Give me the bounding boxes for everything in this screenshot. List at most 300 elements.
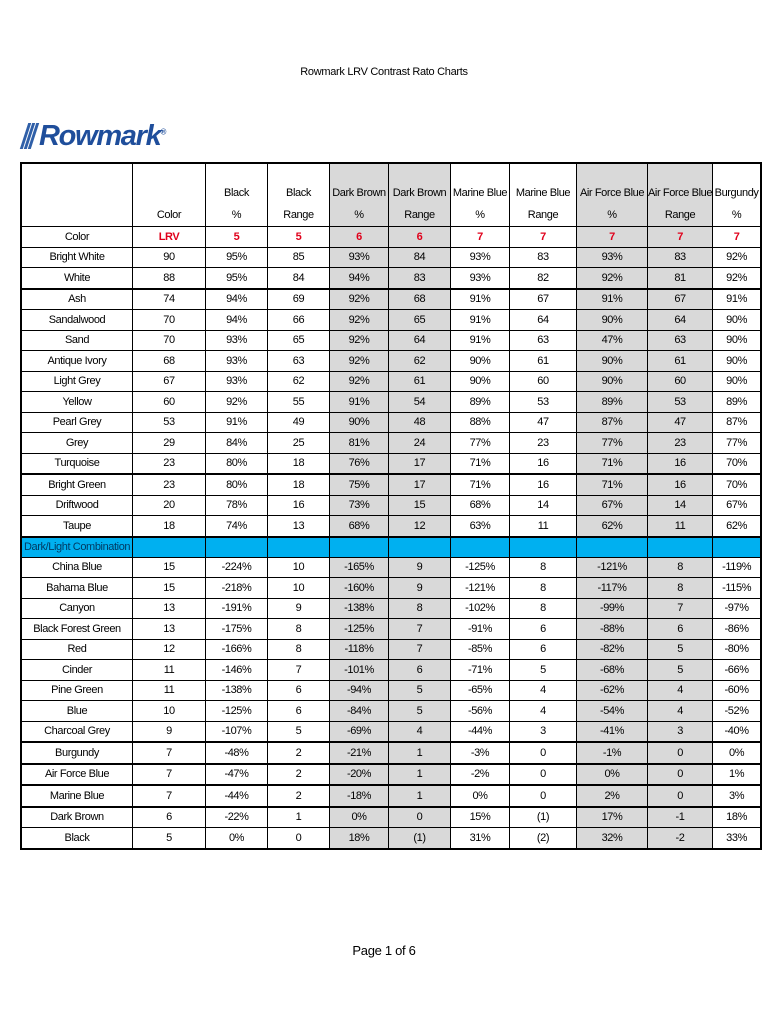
table-cell: -20%: [330, 764, 389, 786]
table-cell: 49: [268, 412, 330, 433]
table-cell: 53: [648, 392, 713, 413]
table-cell: 6: [133, 807, 206, 828]
header-line-1: Burgundy: [714, 187, 759, 199]
table-row: [21, 371, 761, 392]
table-cell: 93%: [206, 330, 268, 351]
table-cell: 9: [268, 598, 330, 619]
table-cell: 14: [510, 495, 577, 516]
table-cell: -2: [648, 828, 713, 849]
logo-stripes-icon: [22, 123, 38, 149]
table-cell: 5: [133, 828, 206, 849]
table-cell: 89%: [451, 392, 510, 413]
header-cell: [713, 163, 762, 227]
table-cell: -125%: [206, 701, 268, 722]
table-row: [21, 495, 761, 516]
table-cell: 90%: [577, 371, 648, 392]
table-cell: 7: [577, 227, 648, 248]
table-cell: 90%: [713, 330, 762, 351]
table-cell: 5: [510, 660, 577, 681]
table-row: [21, 701, 761, 722]
row-label: Black Forest Green: [21, 619, 133, 640]
table-cell: 47%: [577, 330, 648, 351]
table-cell: 6: [268, 680, 330, 701]
table-cell: -68%: [577, 660, 648, 681]
table-cell: 16: [268, 495, 330, 516]
table-cell: 6: [389, 660, 451, 681]
table-cell: 11: [133, 680, 206, 701]
table-cell: 92%: [330, 289, 389, 310]
table-cell: 10: [268, 557, 330, 578]
table-cell: 89%: [577, 392, 648, 413]
row-label: Taupe: [21, 516, 133, 537]
table-cell: 2: [268, 785, 330, 807]
table-cell: 12: [389, 516, 451, 537]
rowmark-logo: [22, 119, 165, 153]
header-line-2: %: [354, 209, 364, 221]
table-cell: 92%: [577, 268, 648, 289]
table-cell: -117%: [577, 578, 648, 599]
table-cell: -48%: [206, 742, 268, 764]
table-cell: 91%: [713, 289, 762, 310]
table-cell: 11: [648, 516, 713, 537]
table-cell: -56%: [451, 701, 510, 722]
table-cell: 92%: [330, 351, 389, 372]
table-cell: 17: [389, 453, 451, 474]
table-cell: 3: [648, 721, 713, 742]
row-label: China Blue: [21, 557, 133, 578]
table-cell: 6: [510, 619, 577, 640]
table-cell: 7: [133, 764, 206, 786]
table-cell: 74%: [206, 516, 268, 537]
table-cell: 68: [133, 351, 206, 372]
table-cell: 9: [389, 578, 451, 599]
table-cell: 92%: [330, 310, 389, 331]
table-cell: 15%: [451, 807, 510, 828]
contrast-table: [20, 162, 762, 850]
table-cell: -44%: [206, 785, 268, 807]
table-cell: 61: [510, 351, 577, 372]
table-cell: -60%: [713, 680, 762, 701]
table-cell: -138%: [330, 598, 389, 619]
table-cell: 0: [648, 764, 713, 786]
table-row: [21, 310, 761, 331]
table-cell: -166%: [206, 639, 268, 660]
header-line-1: Black: [286, 187, 311, 199]
table-cell: 88: [133, 268, 206, 289]
table-cell: -3%: [451, 742, 510, 764]
table-cell: 78%: [206, 495, 268, 516]
table-cell: 80%: [206, 453, 268, 474]
table-cell: 7: [268, 660, 330, 681]
table-cell: 66: [268, 310, 330, 331]
header-cell: [206, 163, 268, 227]
table-cell: 92%: [206, 392, 268, 413]
table-cell: 90%: [577, 310, 648, 331]
row-label: Bahama Blue: [21, 578, 133, 599]
row-label: Driftwood: [21, 495, 133, 516]
table-cell: 90%: [713, 371, 762, 392]
table-cell: 69: [268, 289, 330, 310]
header-line-2: Range: [527, 209, 559, 221]
table-cell: 71%: [577, 453, 648, 474]
table-cell: 91%: [206, 412, 268, 433]
table-cell: 94%: [330, 268, 389, 289]
table-cell: 20: [133, 495, 206, 516]
table-row: [21, 639, 761, 660]
table-cell: 55: [268, 392, 330, 413]
header-line-2: %: [231, 209, 242, 221]
table-cell: -146%: [206, 660, 268, 681]
table-cell: -54%: [577, 701, 648, 722]
header-line-2: Range: [404, 209, 435, 221]
table-cell: 85: [268, 247, 330, 268]
table-cell: 83: [648, 247, 713, 268]
table-cell: -69%: [330, 721, 389, 742]
table-cell: 5: [389, 701, 451, 722]
row-label: Light Grey: [21, 371, 133, 392]
table-cell: 0: [268, 828, 330, 849]
table-cell: 71%: [451, 453, 510, 474]
table-cell: 2%: [577, 785, 648, 807]
table-cell: 3%: [713, 785, 762, 807]
header-cell: [389, 163, 451, 227]
header-line-1: Air Force Blue: [648, 187, 713, 199]
table-cell: 16: [510, 474, 577, 495]
table-cell: 90%: [451, 371, 510, 392]
table-cell: -52%: [713, 701, 762, 722]
table-cell: -84%: [330, 701, 389, 722]
row-label: Canyon: [21, 598, 133, 619]
header-line-2: %: [731, 209, 742, 221]
table-cell: 7: [133, 785, 206, 807]
table-cell: -40%: [713, 721, 762, 742]
table-cell: 10: [133, 701, 206, 722]
table-cell: 0: [389, 807, 451, 828]
row-label: Marine Blue: [21, 785, 133, 807]
section-cell: [133, 537, 206, 558]
table-cell: 90: [133, 247, 206, 268]
table-cell: -47%: [206, 764, 268, 786]
table-cell: 62%: [577, 516, 648, 537]
header-cell: [451, 163, 510, 227]
table-cell: 8: [510, 578, 577, 599]
table-row: [21, 764, 761, 786]
row-label: Black: [21, 828, 133, 849]
row-label: Air Force Blue: [21, 764, 133, 786]
table-cell: 71%: [577, 474, 648, 495]
table-cell: 6: [268, 701, 330, 722]
table-cell: 90%: [330, 412, 389, 433]
section-label: Dark/Light Combination: [21, 537, 133, 558]
table-cell: 61: [389, 371, 451, 392]
section-cell: [206, 537, 268, 558]
table-cell: 91%: [451, 330, 510, 351]
table-cell: (1): [510, 807, 577, 828]
table-row: [21, 660, 761, 681]
table-cell: -165%: [330, 557, 389, 578]
table-cell: 60: [648, 371, 713, 392]
table-cell: -62%: [577, 680, 648, 701]
table-cell: 0%: [577, 764, 648, 786]
table-cell: 67%: [577, 495, 648, 516]
table-row: [21, 785, 761, 807]
table-cell: 93%: [206, 351, 268, 372]
table-cell: -91%: [451, 619, 510, 640]
table-cell: -102%: [451, 598, 510, 619]
table-cell: 5: [648, 639, 713, 660]
table-cell: 67: [133, 371, 206, 392]
section-cell: [577, 537, 648, 558]
table-cell: 13: [133, 619, 206, 640]
table-cell: 15: [133, 557, 206, 578]
table-cell: 92%: [713, 268, 762, 289]
table-cell: 93%: [451, 268, 510, 289]
section-cell: [451, 537, 510, 558]
row-label: Red: [21, 639, 133, 660]
table-cell: 2: [268, 764, 330, 786]
table-cell: 91%: [451, 289, 510, 310]
table-cell: -97%: [713, 598, 762, 619]
logo-text: Rowmark®: [39, 119, 166, 152]
table-row: [21, 680, 761, 701]
header-line-1: Marine Blue: [452, 187, 508, 199]
table-cell: 4: [648, 680, 713, 701]
table-cell: 73%: [330, 495, 389, 516]
table-cell: 67: [510, 289, 577, 310]
table-cell: 18: [133, 516, 206, 537]
table-cell: 70%: [713, 453, 762, 474]
row-label: Dark Brown: [21, 807, 133, 828]
row-label: Charcoal Grey: [21, 721, 133, 742]
table-cell: 4: [389, 721, 451, 742]
table-cell: 81%: [330, 433, 389, 454]
table-cell: 11: [510, 516, 577, 537]
table-cell: 7: [648, 598, 713, 619]
table-cell: 64: [648, 310, 713, 331]
header-line-1: Black: [224, 187, 249, 199]
table-cell: -224%: [206, 557, 268, 578]
table-cell: 7: [451, 227, 510, 248]
table-cell: -65%: [451, 680, 510, 701]
header-line-1: Dark Brown: [332, 187, 386, 199]
table-cell: 92%: [713, 247, 762, 268]
row-label: White: [21, 268, 133, 289]
header-line-2: Color: [156, 209, 182, 221]
table-cell: 17%: [577, 807, 648, 828]
table-cell: 31%: [451, 828, 510, 849]
table-cell: 23: [510, 433, 577, 454]
table-cell: 92%: [330, 330, 389, 351]
table-cell: -125%: [451, 557, 510, 578]
table-cell: 74: [133, 289, 206, 310]
table-cell: 11: [133, 660, 206, 681]
table-cell: 68: [389, 289, 451, 310]
table-cell: 77%: [713, 433, 762, 454]
table-cell: 62%: [713, 516, 762, 537]
table-cell: 18: [268, 453, 330, 474]
table-cell: 47: [510, 412, 577, 433]
row-label: Grey: [21, 433, 133, 454]
table-row: [21, 807, 761, 828]
header-line-2: Range: [664, 209, 696, 221]
table-cell: 63: [648, 330, 713, 351]
table-cell: 91%: [577, 289, 648, 310]
table-cell: -22%: [206, 807, 268, 828]
table-cell: -94%: [330, 680, 389, 701]
table-cell: 60: [133, 392, 206, 413]
table-cell: -107%: [206, 721, 268, 742]
table-row: [21, 619, 761, 640]
header-line-1: Air Force Blue: [579, 187, 645, 199]
table-cell: 8: [510, 598, 577, 619]
header-cell: [133, 163, 206, 227]
table-cell: 2: [268, 742, 330, 764]
row-label: Pine Green: [21, 680, 133, 701]
table-cell: 16: [648, 474, 713, 495]
table-row: [21, 557, 761, 578]
table-cell: LRV: [133, 227, 206, 248]
section-cell: [510, 537, 577, 558]
table-row: [21, 578, 761, 599]
table-cell: -99%: [577, 598, 648, 619]
table-cell: 16: [648, 453, 713, 474]
table-cell: -44%: [451, 721, 510, 742]
header-cell: [577, 163, 648, 227]
row-label: Yellow: [21, 392, 133, 413]
table-cell: 0: [648, 742, 713, 764]
table-cell: 7: [510, 227, 577, 248]
section-cell: [713, 537, 762, 558]
header-cell: [510, 163, 577, 227]
table-cell: 15: [389, 495, 451, 516]
table-row: [21, 330, 761, 351]
table-row: [21, 598, 761, 619]
table-cell: -121%: [451, 578, 510, 599]
table-cell: 0: [510, 742, 577, 764]
table-cell: 0%: [451, 785, 510, 807]
table-cell: 68%: [451, 495, 510, 516]
section-cell: [648, 537, 713, 558]
table-cell: -191%: [206, 598, 268, 619]
table-cell: 9: [133, 721, 206, 742]
table-cell: 83: [510, 247, 577, 268]
table-cell: -138%: [206, 680, 268, 701]
table-cell: 13: [133, 598, 206, 619]
table-cell: 0: [510, 764, 577, 786]
table-cell: 18%: [713, 807, 762, 828]
row-label: Blue: [21, 701, 133, 722]
table-row: [21, 433, 761, 454]
table-cell: 4: [510, 701, 577, 722]
table-cell: -218%: [206, 578, 268, 599]
table-cell: -85%: [451, 639, 510, 660]
table-cell: 63%: [451, 516, 510, 537]
table-cell: 23: [133, 474, 206, 495]
table-cell: 4: [510, 680, 577, 701]
table-cell: -41%: [577, 721, 648, 742]
table-row: [21, 516, 761, 537]
table-cell: 80%: [206, 474, 268, 495]
table-cell: 6: [330, 227, 389, 248]
header-cell: [330, 163, 389, 227]
row-label: Burgundy: [21, 742, 133, 764]
table-cell: 87%: [577, 412, 648, 433]
header-line-2: %: [475, 209, 485, 221]
table-cell: -66%: [713, 660, 762, 681]
table-cell: 13: [268, 516, 330, 537]
table-cell: 90%: [713, 351, 762, 372]
table-cell: 7: [389, 619, 451, 640]
table-row: [21, 392, 761, 413]
table-cell: 93%: [330, 247, 389, 268]
table-cell: 82: [510, 268, 577, 289]
table-cell: -88%: [577, 619, 648, 640]
table-cell: -119%: [713, 557, 762, 578]
table-cell: 70: [133, 330, 206, 351]
table-cell: 8: [648, 578, 713, 599]
table-cell: 95%: [206, 268, 268, 289]
table-cell: 0%: [713, 742, 762, 764]
row-label: Ash: [21, 289, 133, 310]
section-cell: [330, 537, 389, 558]
row-label: Turquoise: [21, 453, 133, 474]
table-row: [21, 474, 761, 495]
table-cell: 67: [648, 289, 713, 310]
table-cell: 91%: [451, 310, 510, 331]
table-cell: 93%: [206, 371, 268, 392]
table-cell: 90%: [713, 310, 762, 331]
table-cell: 64: [510, 310, 577, 331]
table-row: [21, 828, 761, 849]
table-cell: 5: [268, 721, 330, 742]
header-line-2: Range: [283, 209, 314, 221]
document-title: Rowmark LRV Contrast Rato Charts: [300, 66, 468, 78]
table-cell: 8: [648, 557, 713, 578]
table-cell: 12: [133, 639, 206, 660]
table-cell: -18%: [330, 785, 389, 807]
table-cell: 67%: [713, 495, 762, 516]
table-cell: 3: [510, 721, 577, 742]
table-cell: -80%: [713, 639, 762, 660]
table-cell: 75%: [330, 474, 389, 495]
table-cell: 10: [268, 578, 330, 599]
table-cell: -2%: [451, 764, 510, 786]
table-cell: 1: [389, 785, 451, 807]
table-cell: 32%: [577, 828, 648, 849]
table-row: [21, 227, 761, 248]
table-cell: 63: [510, 330, 577, 351]
table-cell: 7: [389, 639, 451, 660]
table-cell: 93%: [577, 247, 648, 268]
table-cell: -86%: [713, 619, 762, 640]
table-cell: 93%: [451, 247, 510, 268]
table-cell: 89%: [713, 392, 762, 413]
table-cell: 63: [268, 351, 330, 372]
table-cell: 65: [389, 310, 451, 331]
table-cell: 53: [510, 392, 577, 413]
table-cell: -115%: [713, 578, 762, 599]
row-label: Sand: [21, 330, 133, 351]
table-cell: 60: [510, 371, 577, 392]
table-cell: 25: [268, 433, 330, 454]
table-cell: 1%: [713, 764, 762, 786]
table-cell: -125%: [330, 619, 389, 640]
row-label: Cinder: [21, 660, 133, 681]
table-cell: 70%: [713, 474, 762, 495]
table-cell: 6: [389, 227, 451, 248]
header-cell: [268, 163, 330, 227]
header-cell: [648, 163, 713, 227]
